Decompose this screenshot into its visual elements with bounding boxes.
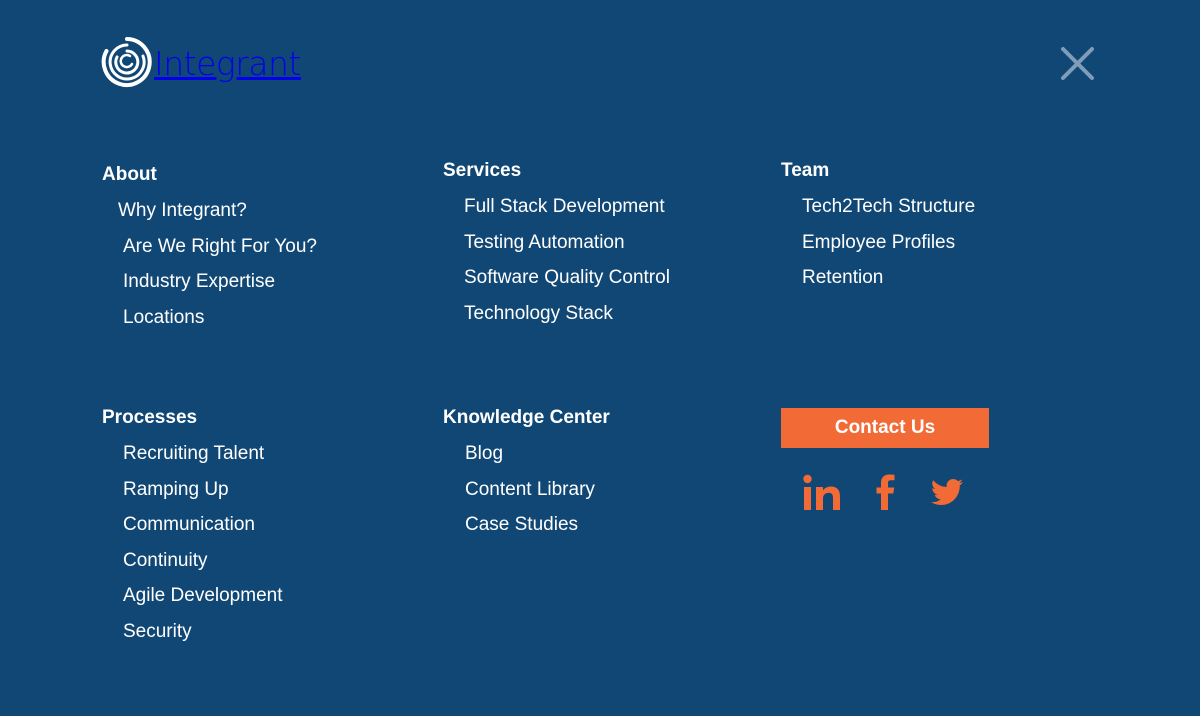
menu-link-why-integrant[interactable]: Why Integrant? bbox=[118, 200, 247, 221]
menu-link-tech2tech-structure[interactable]: Tech2Tech Structure bbox=[802, 196, 976, 217]
menu-link-full-stack-development[interactable]: Full Stack Development bbox=[464, 196, 665, 217]
section-title-processes: Processes bbox=[102, 407, 198, 428]
menu-link-software-quality-control[interactable]: Software Quality Control bbox=[464, 267, 670, 289]
menu-link-locations[interactable]: Locations bbox=[123, 306, 205, 328]
section-title-services: Services bbox=[443, 160, 522, 181]
menu-link-ramping-up[interactable]: Ramping Up bbox=[123, 478, 229, 500]
section-title-knowledge-center: Knowledge Center bbox=[443, 407, 610, 428]
linkedin-link[interactable] bbox=[803, 474, 841, 512]
brand-name: Integrant bbox=[154, 43, 301, 83]
menu-link-recruiting-talent[interactable]: Recruiting Talent bbox=[123, 443, 265, 464]
menu-section-team bbox=[781, 159, 975, 302]
close-button[interactable] bbox=[1060, 46, 1095, 81]
menu-link-agile-development[interactable]: Agile Development bbox=[123, 585, 283, 607]
linkedin-icon bbox=[803, 474, 841, 512]
facebook-icon bbox=[876, 474, 896, 512]
close-icon bbox=[1060, 46, 1095, 81]
menu-link-employee-profiles[interactable]: Employee Profiles bbox=[802, 231, 956, 253]
brand-logo[interactable] bbox=[101, 36, 301, 88]
menu-link-case-studies[interactable]: Case Studies bbox=[465, 514, 579, 536]
menu-section-about bbox=[102, 163, 317, 341]
menu-link-security[interactable]: Security bbox=[123, 620, 192, 642]
menu-section-knowledge-center bbox=[443, 406, 610, 549]
menu-link-technology-stack[interactable]: Technology Stack bbox=[464, 302, 613, 324]
menu-section-processes bbox=[102, 406, 282, 656]
menu-link-testing-automation[interactable]: Testing Automation bbox=[464, 231, 625, 253]
menu-section-services bbox=[443, 159, 670, 337]
menu-link-are-we-right-for-you[interactable]: Are We Right For You? bbox=[123, 235, 317, 257]
contact-us-button[interactable]: Contact Us bbox=[781, 408, 989, 448]
menu-link-communication[interactable]: Communication bbox=[123, 514, 255, 536]
menu-link-continuity[interactable]: Continuity bbox=[123, 549, 208, 571]
twitter-link[interactable] bbox=[929, 476, 965, 508]
menu-link-retention[interactable]: Retention bbox=[802, 267, 884, 289]
section-title-team: Team bbox=[781, 160, 830, 181]
twitter-icon bbox=[929, 476, 965, 508]
menu-link-content-library[interactable]: Content Library bbox=[465, 478, 595, 500]
facebook-link[interactable] bbox=[876, 474, 896, 512]
menu-link-industry-expertise[interactable]: Industry Expertise bbox=[123, 271, 276, 293]
section-title-about: About bbox=[102, 164, 157, 185]
menu-link-blog[interactable]: Blog bbox=[465, 443, 504, 464]
swirl-logo-icon bbox=[101, 36, 153, 88]
